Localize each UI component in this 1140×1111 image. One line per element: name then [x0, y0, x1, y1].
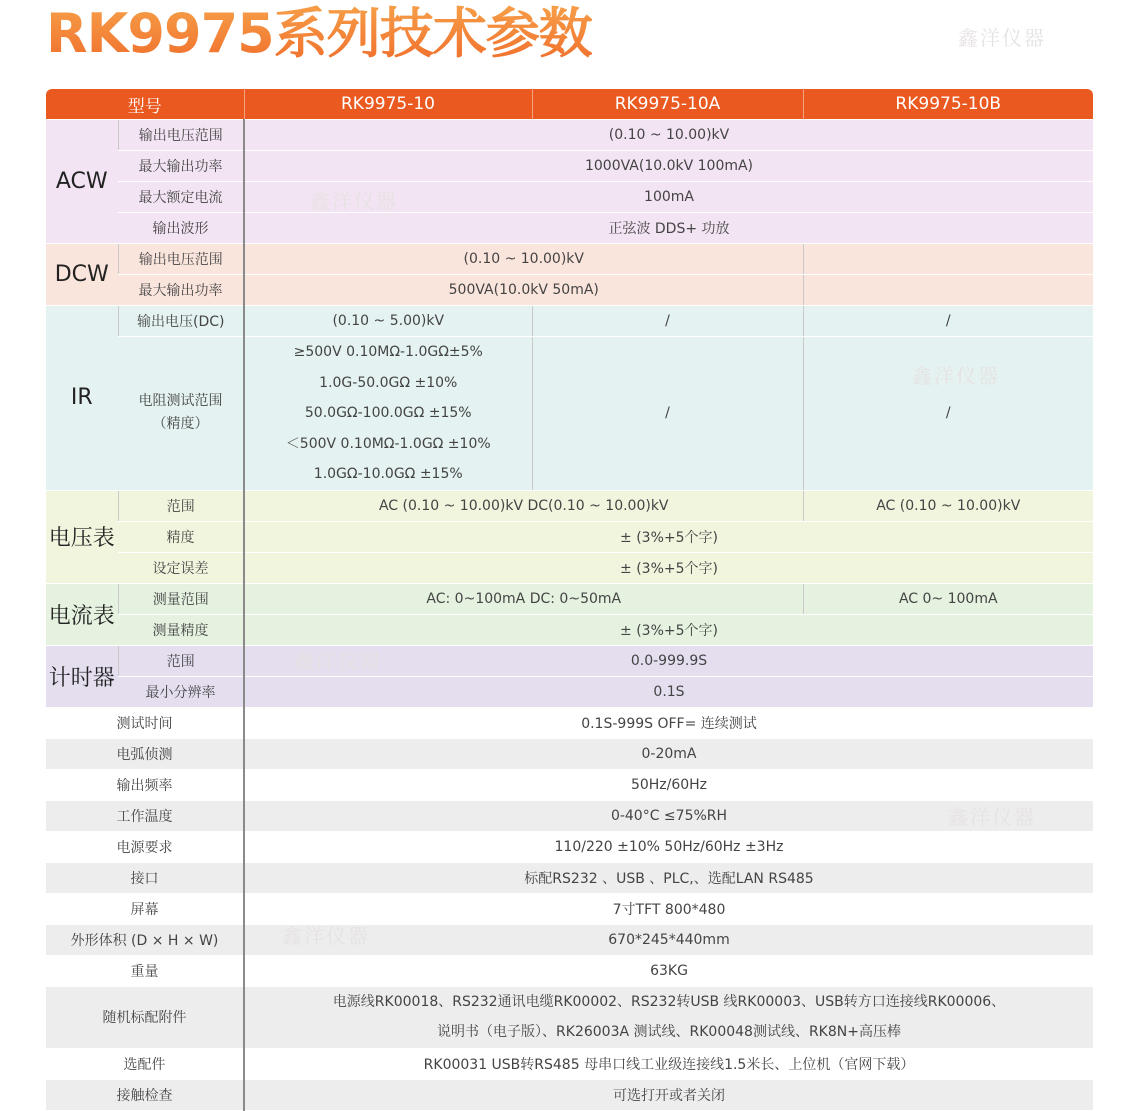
range-line: 50.0GΩ-100.0GΩ ±15%	[304, 405, 472, 421]
param-value: 1000VA(10.0kV 100mA)	[244, 151, 1093, 182]
param-value: 正弦波 DDS+ 功放	[244, 213, 1093, 244]
param-value: /	[532, 337, 803, 491]
param-label: 测量精度	[118, 614, 244, 645]
model-name: RK9975-10A	[532, 89, 803, 120]
label-line: （精度）	[152, 416, 209, 433]
header-row	[46, 89, 1093, 120]
spec-table	[46, 89, 1093, 1111]
table-row	[46, 614, 1093, 645]
param-value: RK00031 USB转RS485 母串口线工业级连接线1.5米长、上位机（官网下载）	[244, 1048, 1093, 1079]
param-label: 接触检查	[46, 1079, 244, 1110]
param-label: 随机标配附件	[46, 986, 244, 1048]
param-value	[803, 275, 1093, 306]
param-value: ± (3%+5个字)	[244, 614, 1093, 645]
range-line: 1.0G-50.0GΩ ±10%	[319, 374, 458, 391]
param-label: 输出电压范围	[118, 244, 244, 275]
group-label-dcw: DCW	[46, 244, 118, 306]
label-line: 电阻测试范围	[138, 393, 223, 410]
table-row	[46, 244, 1093, 275]
param-value: /	[803, 337, 1093, 491]
table-row	[46, 769, 1093, 800]
table-row	[46, 676, 1093, 707]
table-row	[46, 490, 1093, 521]
table-row	[46, 337, 1093, 491]
table-row	[46, 182, 1093, 213]
param-value: ± (3%+5个字)	[244, 521, 1093, 552]
param-value: 0-40°C ≤75%RH	[244, 800, 1093, 831]
param-value: (0.10 ~ 10.00)kV	[244, 120, 1093, 151]
param-value	[803, 244, 1093, 275]
param-label: 范围	[118, 645, 244, 676]
table-row	[46, 986, 1093, 1048]
table-row	[46, 552, 1093, 583]
param-label	[118, 337, 244, 491]
table-row	[46, 955, 1093, 986]
param-value: 50Hz/60Hz	[244, 769, 1093, 800]
param-value: 100mA	[244, 182, 1093, 213]
param-value: 7寸TFT 800*480	[244, 893, 1093, 924]
param-label: 选配件	[46, 1048, 244, 1079]
param-label: 测试时间	[46, 707, 244, 738]
table-row	[46, 306, 1093, 337]
param-value: 0.1S	[244, 676, 1093, 707]
param-label: 外形体积 (D × H × W)	[46, 924, 244, 955]
table-row	[46, 521, 1093, 552]
param-value: /	[803, 306, 1093, 337]
group-label-voltmeter: 电压表	[46, 490, 118, 583]
table-row	[46, 862, 1093, 893]
table-row	[46, 120, 1093, 151]
watermark: 鑫洋仪器	[310, 189, 398, 213]
param-label: 接口	[46, 862, 244, 893]
table-row	[46, 800, 1093, 831]
param-value: 标配RS232 、USB 、PLC,、选配LAN RS485	[244, 862, 1093, 893]
param-value: 可选打开或者关闭	[244, 1079, 1093, 1110]
param-value: 0.0-999.9S	[244, 645, 1093, 676]
param-value: (0.10 ~ 10.00)kV	[244, 244, 803, 275]
param-label: 最大输出功率	[118, 151, 244, 182]
table-row	[46, 275, 1093, 306]
param-value	[244, 986, 1093, 1048]
param-value: 670*245*440mm	[244, 924, 1093, 955]
param-label: 工作温度	[46, 800, 244, 831]
table-row	[46, 213, 1093, 244]
accessory-line: 电源线RK00018、RS232通讯电缆RK00002、RS232转USB 线RK00003、USB转方口连接线RK00006、	[332, 993, 1006, 1010]
table-row	[46, 583, 1093, 614]
table-row	[46, 707, 1093, 738]
param-label: 最大输出功率	[118, 275, 244, 306]
model-name: RK9975-10	[244, 89, 532, 120]
param-value: ± (3%+5个字)	[244, 552, 1093, 583]
range-line: ≥500V 0.10MΩ-1.0GΩ±5%	[293, 344, 483, 360]
range-line: 1.0GΩ-10.0GΩ ±15%	[313, 466, 463, 482]
param-value: 500VA(10.0kV 50mA)	[244, 275, 803, 306]
range-line: ＜500V 0.10MΩ-1.0GΩ ±10%	[285, 435, 491, 452]
watermark: 鑫洋仪器	[958, 26, 1046, 50]
param-value: AC (0.10 ~ 10.00)kV	[803, 490, 1093, 521]
watermark: 鑫洋仪器	[912, 364, 1000, 388]
group-label-ammeter: 电流表	[46, 583, 118, 645]
param-value: /	[532, 306, 803, 337]
param-value: AC (0.10 ~ 10.00)kV DC(0.10 ~ 10.00)kV	[244, 490, 803, 521]
param-label: 输出频率	[46, 769, 244, 800]
watermark: 鑫洋仪器	[948, 805, 1036, 829]
param-value	[244, 337, 532, 491]
table-row	[46, 1048, 1093, 1079]
param-label: 最小分辨率	[118, 676, 244, 707]
table-row	[46, 893, 1093, 924]
param-label: 电源要求	[46, 831, 244, 862]
table-row	[46, 831, 1093, 862]
watermark: 鑫洋仪器	[294, 649, 382, 673]
param-label: 电弧侦测	[46, 738, 244, 769]
param-label: 输出波形	[118, 213, 244, 244]
watermark: 鑫洋仪器	[282, 924, 370, 948]
param-label: 测量范围	[118, 583, 244, 614]
table-row	[46, 645, 1093, 676]
group-label-acw: ACW	[46, 120, 118, 244]
accessory-line: 说明书（电子版）、RK26003A 测试线、RK00048测试线、RK8N+高压棒	[437, 1024, 901, 1040]
param-value: 0-20mA	[244, 738, 1093, 769]
param-value: AC: 0~100mA DC: 0~50mA	[244, 583, 803, 614]
param-label: 最大额定电流	[118, 182, 244, 213]
model-name: RK9975-10B	[803, 89, 1093, 120]
param-value: 63KG	[244, 955, 1093, 986]
table-row	[46, 151, 1093, 182]
group-label-ir: IR	[46, 306, 118, 491]
param-value: 0.1S-999S OFF= 连续测试	[244, 707, 1093, 738]
group-label-timer: 计时器	[46, 645, 118, 707]
param-label: 输出电压(DC)	[118, 306, 244, 337]
table-row	[46, 1079, 1093, 1110]
table-row	[46, 738, 1093, 769]
table-row	[46, 924, 1093, 955]
param-label: 设定误差	[118, 552, 244, 583]
param-value: AC 0~ 100mA	[803, 583, 1093, 614]
param-value: (0.10 ~ 5.00)kV	[244, 306, 532, 337]
page-title: RK9975系列技术参数	[46, 0, 592, 70]
param-label: 输出电压范围	[118, 120, 244, 151]
param-label: 范围	[118, 490, 244, 521]
param-label: 屏幕	[46, 893, 244, 924]
param-label: 重量	[46, 955, 244, 986]
model-label: 型号	[46, 89, 244, 120]
param-value: 110/220 ±10% 50Hz/60Hz ±3Hz	[244, 831, 1093, 862]
param-label: 精度	[118, 521, 244, 552]
